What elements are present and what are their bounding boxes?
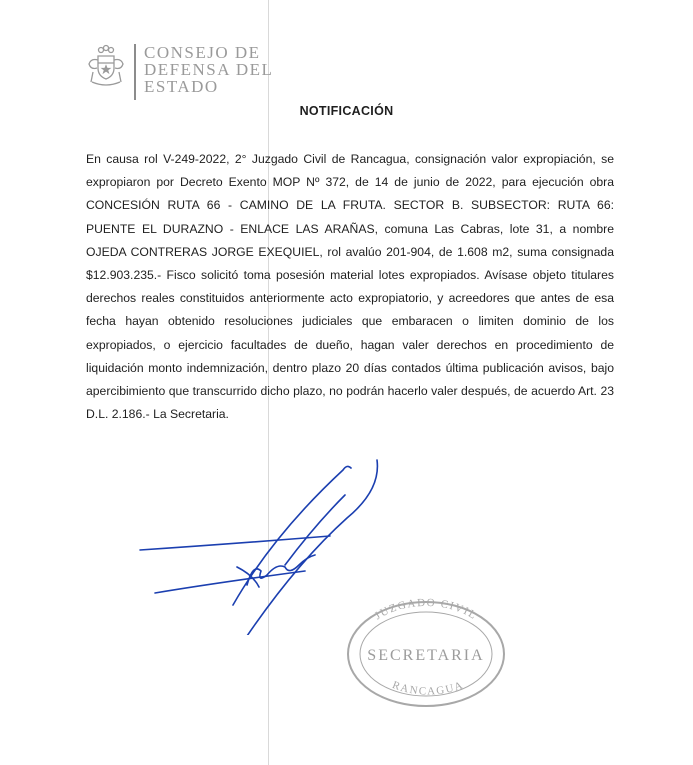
chile-coat-of-arms-icon xyxy=(82,42,130,90)
header-logo xyxy=(82,42,282,104)
svg-text:JUZGADO CIVIL xyxy=(373,597,480,622)
document-title: NOTIFICACIÓN xyxy=(299,104,394,118)
logo-divider xyxy=(134,44,136,100)
stamp-bottom-text: RANCAGUA xyxy=(390,679,466,698)
org-name-line-1: CONSEJO DE xyxy=(144,43,261,62)
svg-text:RANCAGUA xyxy=(391,679,466,698)
stamp-top-text: JUZGADO CIVIL xyxy=(372,596,480,623)
org-name-line-2: DEFENSA DEL xyxy=(144,60,274,79)
notice-paragraph: En causa rol V-249-2022, 2° Juzgado Civil de Rancagua, consignación valor expropiación, se expropiaron por Decreto Exento MOP Nº 372, de 14 de junio de 2022, para ejecución obra CONCESIÓN RUTA 66 - CAMINO DE LA FRUTA. SECTOR B. SUBSECTOR: RUTA 66: PUENTE EL DURAZNO - ENLACE LAS ARAÑAS, comuna Las Cabras, lote 31, a nombre OJEDA CONTRERAS JORGE EXEQUIEL, rol avalúo 201-904, de 1.608 m2, suma consignada $12.903.235.- Fisco solicitó toma posesión material lotes expropiados. Avísase objeto titulares derechos reales constituidos anteriormente acto expropiatorio, y acreedores que antes de esa fecha hayan obtenido resoluciones judiciales que embaracen o limiten dominio de los expropiados, o ejercicio facultades de dueño, hagan valer derechos en procedimiento de liquidación monto indemnización, dentro plazo 20 días contados última publicación avisos, bajo apercibimiento que transcurrido dicho plazo, no podrán hacerlo valer después, de acuerdo Art. 23 D.L. 2.186.- La Secretaria. xyxy=(86,152,614,422)
court-seal-stamp-icon xyxy=(340,590,510,710)
notice-body xyxy=(86,148,614,426)
org-name-line-3: ESTADO xyxy=(144,77,219,96)
stamp-center-text: SECRETARIA xyxy=(367,647,485,664)
